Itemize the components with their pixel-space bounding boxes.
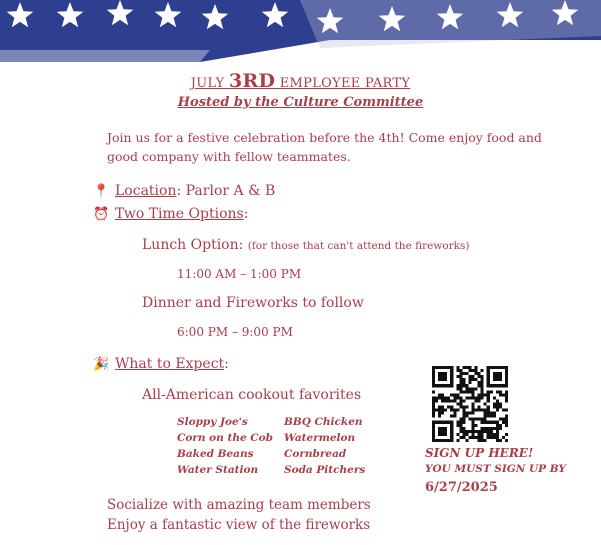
menu-item: Sloppy Joe's: [177, 416, 248, 428]
page-title: JULY 3RD EMPLOYEE PARTY: [190, 70, 411, 92]
flag-banner: [0, 0, 601, 62]
signup-deadline-date: 6/27/2025: [425, 480, 498, 495]
intro-text: Join us for a festive celebration before the 4th! Come enjoy food and good company with fellow teammates.: [107, 130, 542, 164]
dinner-time: 6:00 PM – 9:00 PM: [177, 325, 293, 339]
cookout-heading: All-American cookout favorites: [142, 387, 362, 403]
location-row: 📍 Location: Parlor A & B: [93, 183, 276, 199]
alarm-clock-icon: ⏰: [93, 207, 110, 222]
party-popper-icon: 🎉: [93, 357, 110, 372]
closing-line: Enjoy a fantastic view of the fireworks: [107, 517, 371, 533]
menu-item: Corn on the Cob: [177, 432, 273, 444]
closing-line: Socialize with amazing team members: [107, 497, 371, 513]
signup-heading: SIGN UP HERE!: [425, 446, 534, 460]
pushpin-icon: 📍: [93, 184, 110, 199]
menu-item: Soda Pitchers: [284, 464, 366, 476]
lunch-time: 11:00 AM – 1:00 PM: [177, 267, 302, 281]
menu-item: BBQ Chicken: [284, 416, 363, 428]
dinner-option: Dinner and Fireworks to follow: [142, 295, 364, 311]
time-options-row: ⏰ Two Time Options:: [93, 206, 249, 222]
menu-item: Watermelon: [284, 432, 356, 444]
signup-qr-code[interactable]: [432, 366, 508, 442]
lunch-option: Lunch Option: (for those that can't attend the fireworks): [142, 237, 470, 253]
what-to-expect-row: 🎉 What to Expect:: [93, 356, 229, 372]
page-subtitle: Hosted by the Culture Committee: [177, 95, 424, 110]
signup-deadline-label: YOU MUST SIGN UP BY: [425, 463, 566, 475]
menu-item: Baked Beans: [177, 448, 254, 460]
menu-item: Water Station: [177, 464, 259, 476]
menu-item: Cornbread: [284, 448, 347, 460]
